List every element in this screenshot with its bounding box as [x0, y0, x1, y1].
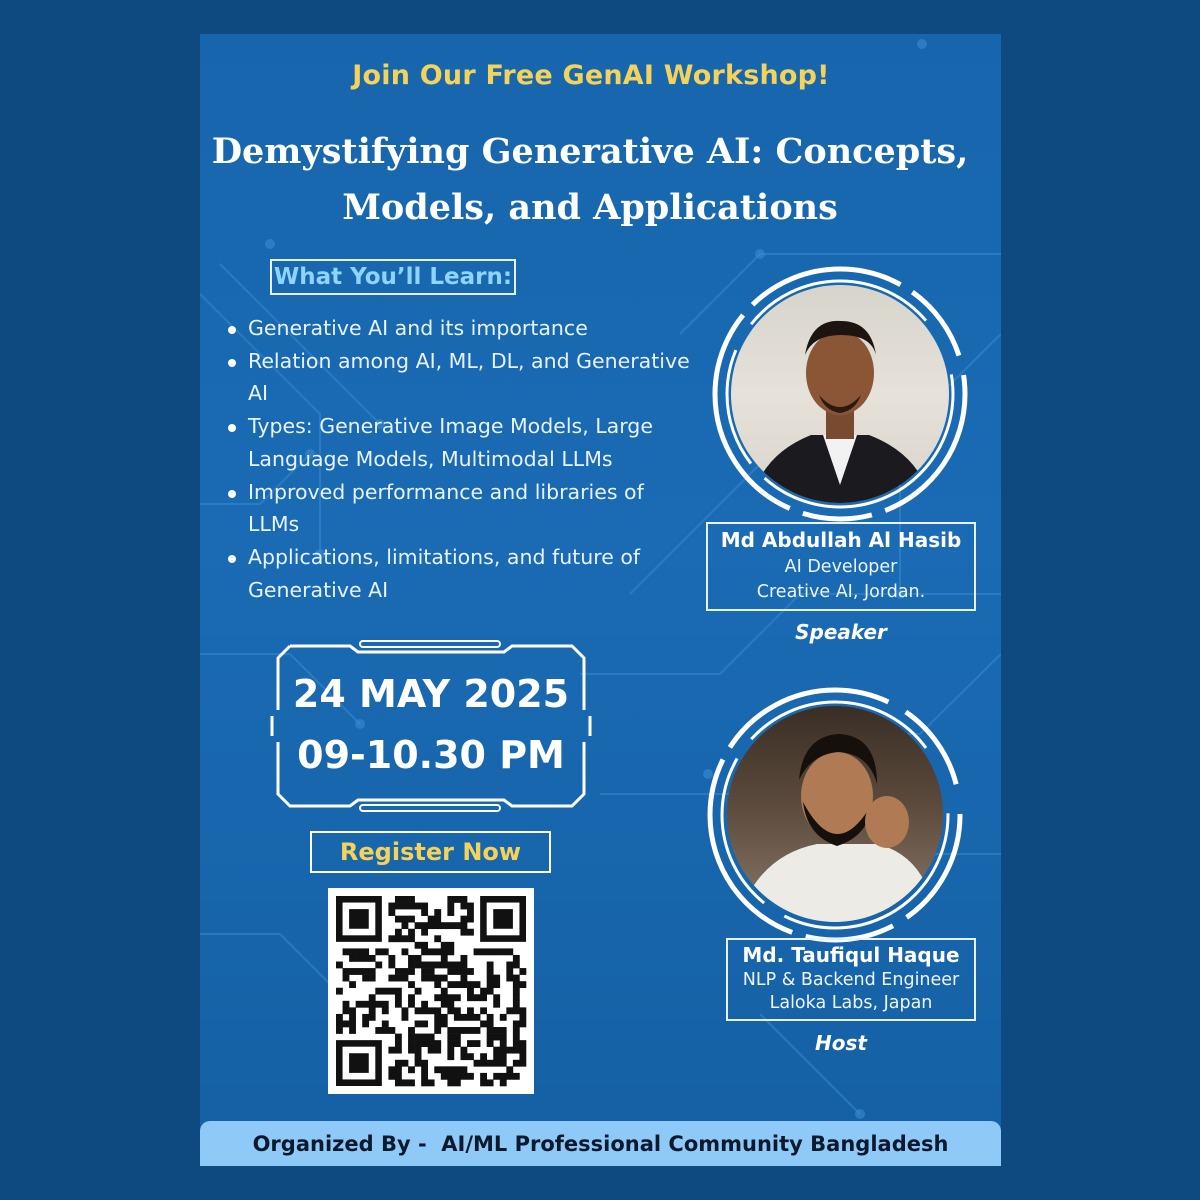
event-time: 09-10.30 PM: [297, 733, 565, 777]
list-item: Applications, limitations, and future of Generative AI: [222, 541, 692, 606]
list-item: Relation among AI, ML, DL, and Generative AI: [222, 345, 692, 410]
page-title: [210, 124, 970, 236]
learn-heading: What You’ll Learn:: [270, 259, 516, 295]
registration-qr-code[interactable]: [328, 888, 534, 1094]
host-role: Host: [815, 1031, 867, 1055]
host-name: Md. Taufiqul Haque: [742, 943, 960, 967]
host-org: Laloka Labs, Japan: [769, 993, 933, 1013]
event-date: 24 MAY 2025: [292, 672, 570, 716]
speaker-name: Md Abdullah Al Hasib: [720, 528, 962, 552]
speaker-photo: [731, 285, 949, 503]
title-line-2: Models, and Applications: [342, 187, 838, 228]
event-datetime: [270, 664, 592, 786]
organizer-footer: [200, 1121, 1001, 1166]
list-item: Types: Generative Image Models, Large Language Models, Multimodal LLMs: [222, 410, 692, 475]
qr-code-icon: [328, 888, 534, 1094]
learn-list: [222, 312, 692, 606]
host-card: [726, 938, 976, 1021]
list-item: Generative AI and its importance: [222, 312, 692, 345]
list-item: Improved performance and libraries of LLMs: [222, 476, 692, 541]
host-title: NLP & Backend Engineer: [742, 970, 960, 990]
workshop-poster: [200, 34, 1001, 1166]
speaker-title: AI Developer: [784, 557, 898, 577]
host-photo: [727, 706, 943, 922]
register-button[interactable]: Register Now: [310, 831, 551, 873]
speaker-card: [706, 522, 976, 611]
organizer-text: Organized By - AI/ML Professional Community Bangladesh: [252, 1131, 949, 1156]
speaker-org: Creative AI, Jordan.: [756, 582, 926, 602]
speaker-role: Speaker: [795, 620, 887, 644]
title-line-1: Demystifying Generative AI: Concepts,: [211, 131, 969, 172]
workshop-kicker: Join Our Free GenAI Workshop!: [352, 60, 830, 91]
